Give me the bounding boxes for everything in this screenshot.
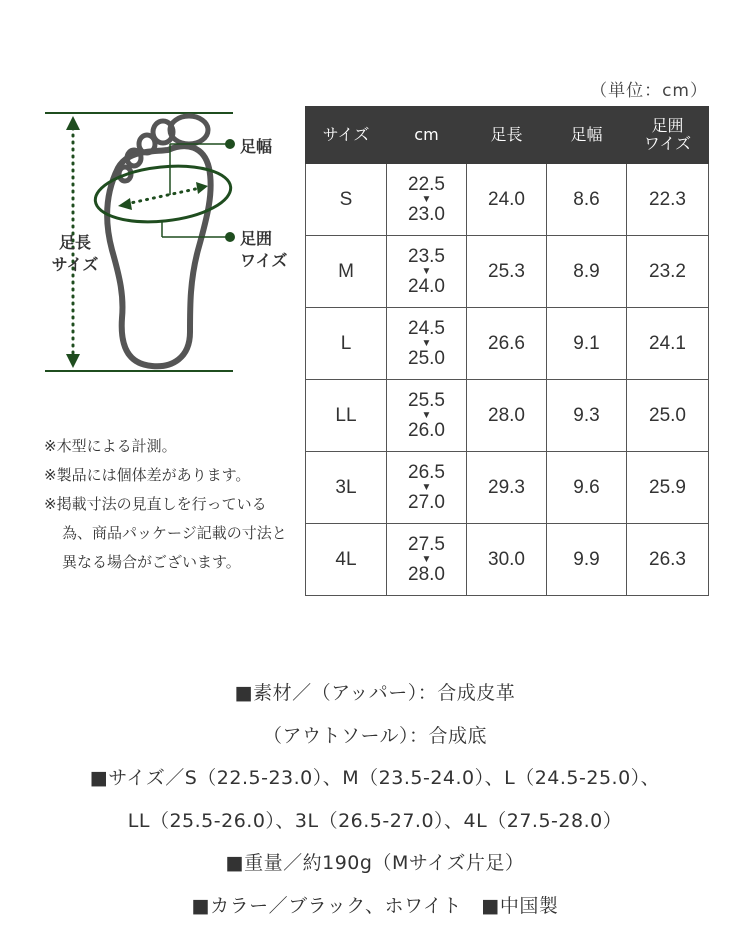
big-toe (170, 116, 208, 144)
length-cell: 24.0 (467, 164, 547, 236)
length-cell: 25.3 (467, 236, 547, 308)
cm-to: 27.0 (408, 491, 445, 513)
down-triangle-icon: ▼ (421, 193, 432, 205)
spec-material-outsole: （アウトソール）：合成底 (262, 724, 488, 747)
width-cell: 9.1 (547, 308, 627, 380)
girth-cell: 26.3 (627, 524, 709, 596)
width-arrow-left-icon (118, 198, 132, 210)
down-triangle-icon: ▼ (421, 553, 432, 565)
cm-from: 22.5 (408, 173, 445, 195)
note-variation: ※製品には個体差があります。 (44, 466, 251, 484)
cm-range-cell (387, 164, 467, 236)
header-cm: cm (387, 107, 467, 164)
table-row (306, 524, 709, 596)
note-package: ※掲載寸法の見直しを行っている為、商品パッケージ記載の寸法と異なる場合がございます。 (44, 495, 287, 571)
width-arrow-right-icon (196, 182, 208, 194)
cm-from: 24.5 (408, 317, 445, 339)
header-girth: 足囲 ワイズ (627, 107, 709, 164)
width-cell: 9.9 (547, 524, 627, 596)
cm-range-cell (387, 524, 467, 596)
cm-from: 25.5 (408, 389, 445, 411)
size-cell: LL (306, 380, 387, 452)
cm-range-cell (387, 452, 467, 524)
cm-from: 26.5 (408, 461, 445, 483)
length-arrow-up-icon (66, 116, 80, 130)
girth-cell: 25.9 (627, 452, 709, 524)
girth-label: 足囲 ワイズ (240, 229, 288, 270)
spec-sizes: ■サイズ／S（22.5-23.0）、M（23.5-24.0）、L（24.5-25.0）、 (89, 767, 661, 789)
cm-from: 27.5 (408, 533, 445, 555)
spec-material-upper: ■素材／（アッパー）：合成皮革 (234, 682, 516, 704)
toe-4 (127, 150, 141, 166)
spec-sizes-cont: LL（25.5-26.0）、3L（26.5-27.0）、4L（27.5-28.0） (127, 809, 623, 832)
width-cell: 9.3 (547, 380, 627, 452)
cm-range-cell (387, 236, 467, 308)
header-width: 足幅 (547, 107, 627, 164)
size-cell: 3L (306, 452, 387, 524)
note-measurement: ※木型による計測。 (44, 437, 177, 455)
cm-to: 23.0 (408, 203, 445, 225)
girth-cell: 22.3 (627, 164, 709, 236)
spec-color-origin: ■カラー／ブラック、ホワイト ■中国製 (191, 894, 559, 917)
product-specs (0, 672, 750, 927)
width-cell: 8.9 (547, 236, 627, 308)
header-length: 足長 (467, 107, 547, 164)
cm-range-cell (387, 380, 467, 452)
size-cell: M (306, 236, 387, 308)
width-label: 足幅 (240, 137, 273, 156)
table-row (306, 452, 709, 524)
size-table (305, 106, 709, 596)
width-dotted-line (126, 188, 200, 204)
girth-leader-dot-icon (225, 232, 235, 242)
cm-to: 25.0 (408, 347, 445, 369)
table-row (306, 308, 709, 380)
girth-cell: 24.1 (627, 308, 709, 380)
cm-range-cell (387, 308, 467, 380)
width-cell: 8.6 (547, 164, 627, 236)
table-row (306, 236, 709, 308)
spec-weight: ■重量／約190g（Mサイズ片足） (225, 852, 525, 874)
size-cell: S (306, 164, 387, 236)
down-triangle-icon: ▼ (421, 265, 432, 277)
header-size: サイズ (306, 107, 387, 164)
table-row (306, 380, 709, 452)
down-triangle-icon: ▼ (421, 481, 432, 493)
width-cell: 9.6 (547, 452, 627, 524)
cm-from: 23.5 (408, 245, 445, 267)
length-cell: 30.0 (467, 524, 547, 596)
width-leader-dot-icon (225, 139, 235, 149)
size-cell: L (306, 308, 387, 380)
cm-to: 24.0 (408, 275, 445, 297)
girth-cell: 23.2 (627, 236, 709, 308)
length-cell: 26.6 (467, 308, 547, 380)
down-triangle-icon: ▼ (421, 337, 432, 349)
table-row (306, 164, 709, 236)
unit-label: （単位：cm） (590, 81, 708, 101)
down-triangle-icon: ▼ (421, 409, 432, 421)
foot-diagram (0, 100, 310, 390)
notes (44, 432, 294, 577)
length-arrow-down-icon (66, 354, 80, 368)
girth-cell: 25.0 (627, 380, 709, 452)
length-label: 足長 サイズ (51, 233, 99, 274)
table-header-row (306, 107, 709, 164)
size-cell: 4L (306, 524, 387, 596)
cm-to: 28.0 (408, 563, 445, 585)
cm-to: 26.0 (408, 419, 445, 441)
length-cell: 29.3 (467, 452, 547, 524)
length-cell: 28.0 (467, 380, 547, 452)
